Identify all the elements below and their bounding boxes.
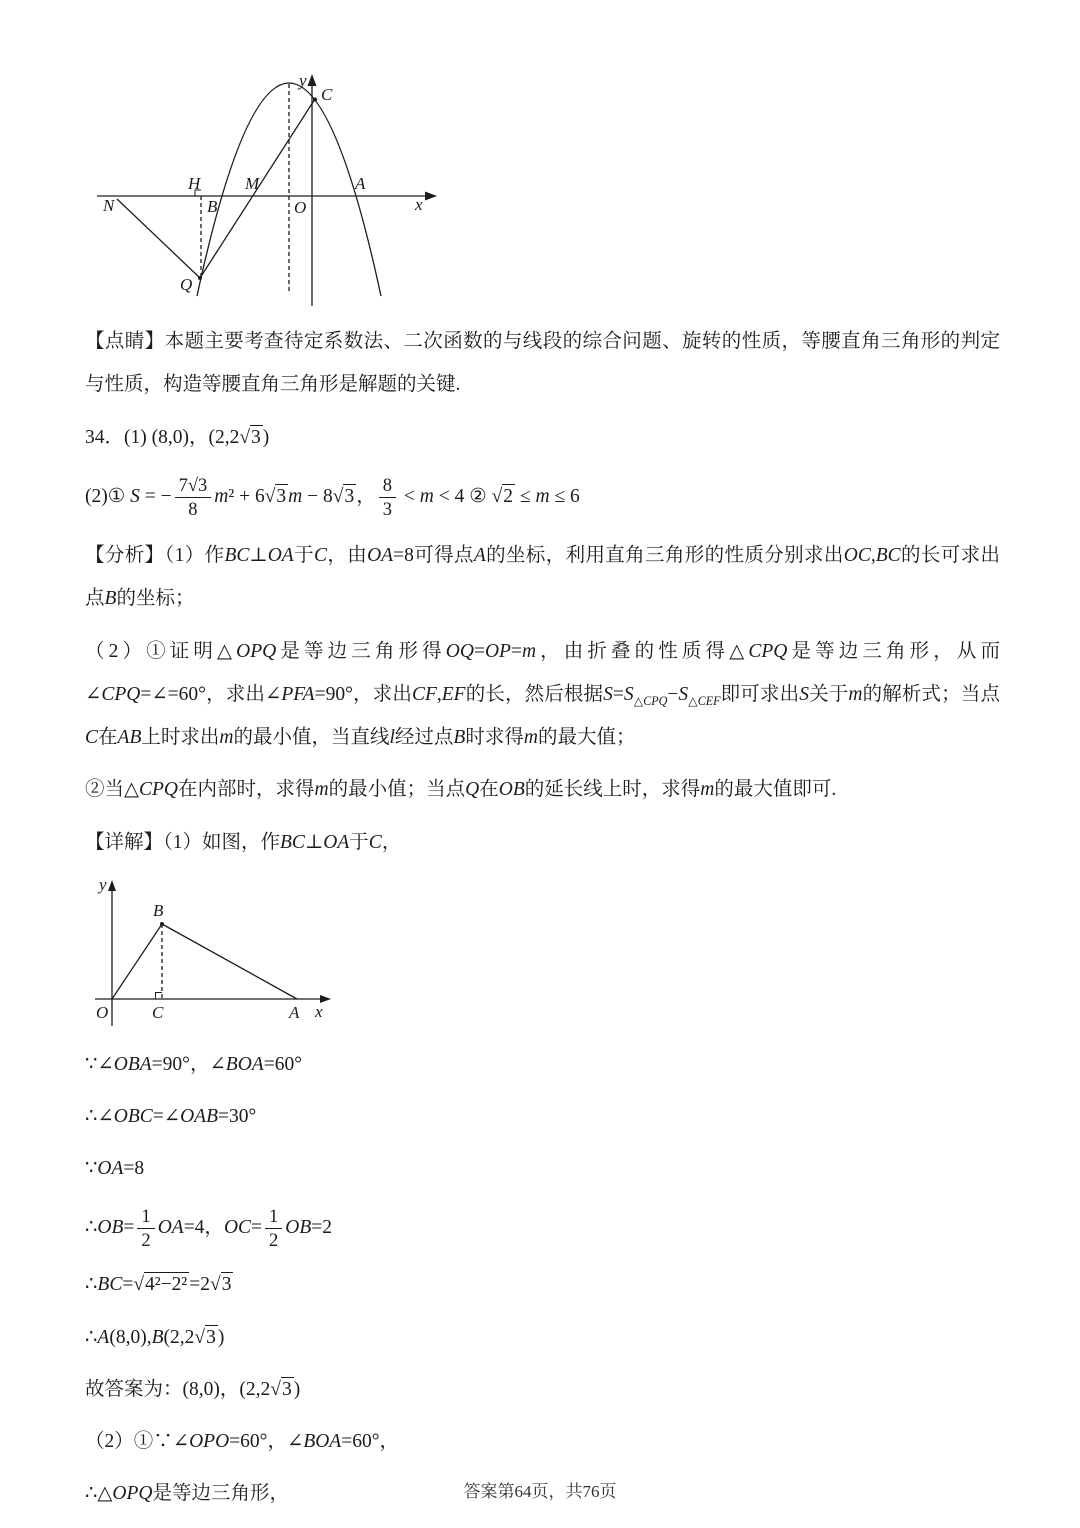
segment-BA (162, 924, 297, 999)
label-point-A: A (289, 1003, 300, 1023)
label-point-M: M (245, 174, 260, 193)
label-x-axis: x (315, 1002, 323, 1022)
step-line-1: ∵∠OBA=90°，∠BOA=60° (85, 1054, 302, 1076)
point-B-dot (160, 922, 164, 926)
label-point-B: B (153, 901, 164, 921)
figure-parabola (87, 66, 447, 311)
label-point-Q: Q (180, 275, 193, 294)
label-point-C: C (321, 85, 333, 104)
label-point-A: A (355, 174, 366, 193)
label-point-C: C (152, 1003, 164, 1023)
label-x-axis: x (415, 195, 423, 214)
page-footer: 答案第64页，共76页 (463, 1482, 617, 1501)
remark-paragraph: 【点睛】本题主要考查待定系数法、二次函数的与线段的综合问题、旋转的性质，等腰直角三角形的判定与性质，构造等腰直角三角形是解题的关键. (85, 331, 1000, 395)
analysis-paragraph-1: 【分析】（1）作BC⊥OA于C，由OA=8可得点A的坐标，利用直角三角形的性质分别求出OC,BC的长可求出点B的坐标； (85, 544, 1000, 609)
analysis-paragraph-2: （2）①证明△OPQ是等边三角形得OQ=OP=m，由折叠的性质得△CPQ是等边三角形，从而∠CPQ=∠=60°，求出∠PFA=90°，求出CF,EF的长，然后根据$S=S_{\triangle CPQ}-S_{\triangle CEF}$即可求出S关于m的解析式；当点C在AB上时求出m的最小值，当直线l经过点B时求得m的最大值； (85, 640, 1000, 748)
analysis-paragraph-3: ②当△CPQ在内部时，求得m的最小值；当点Q在OB的延长线上时，求得m的最大值即可. (85, 779, 837, 801)
y-axis-arrow (108, 880, 116, 891)
figure-triangle (87, 874, 347, 1034)
detail-intro-line: 【详解】（1）如图，作BC⊥OA于C， (85, 832, 402, 854)
step-line-5: ∴BC=√4²−2² =2√3 (85, 1274, 232, 1296)
step-line-9: ∴△OPQ是等边三角形， (85, 1482, 289, 1504)
label-point-B: B (207, 197, 218, 216)
x-axis-arrow (425, 192, 437, 201)
label-y-axis: y (99, 875, 107, 895)
answer-34-line2: (2)① S = − $\frac{7√3}{8}$ m² + 6√3 m − 8√3 ， $\frac{8}{3}$ < m < 4 ② √2 ≤ m ≤ 6 (85, 474, 580, 520)
y-axis-arrow (308, 74, 317, 86)
segment-NQ (117, 199, 200, 278)
label-point-O: O (96, 1003, 109, 1023)
label-point-O: O (294, 198, 307, 217)
answer-34-line1: 34．(1) (8,0)，(2,2√3 ) (85, 426, 270, 448)
right-angle-mark-C (156, 993, 163, 1000)
label-y-axis: y (299, 71, 307, 90)
step-line-7: 故答案为：(8,0)，(2,2√3 ) (85, 1379, 301, 1401)
label-point-H: H (188, 174, 201, 193)
step-line-4: ∴OB= $\frac{1}{2}$ OA=4，OC= $\frac{1}{2}$ OB=2 (85, 1205, 333, 1252)
label-point-N: N (103, 196, 115, 215)
step-line-8: （2）①∵∠OPO=60°，∠BOA=60°， (85, 1431, 400, 1453)
point-Q-dot (198, 276, 202, 280)
step-line-2: ∴∠OBC=∠OAB=30° (85, 1106, 257, 1128)
step-line-3: ∵OA=8 (85, 1158, 145, 1179)
step-line-6: ∴A(8,0),B(2,2√3 ) (85, 1327, 225, 1349)
segment-OB (112, 924, 162, 999)
point-C-dot (313, 98, 317, 102)
